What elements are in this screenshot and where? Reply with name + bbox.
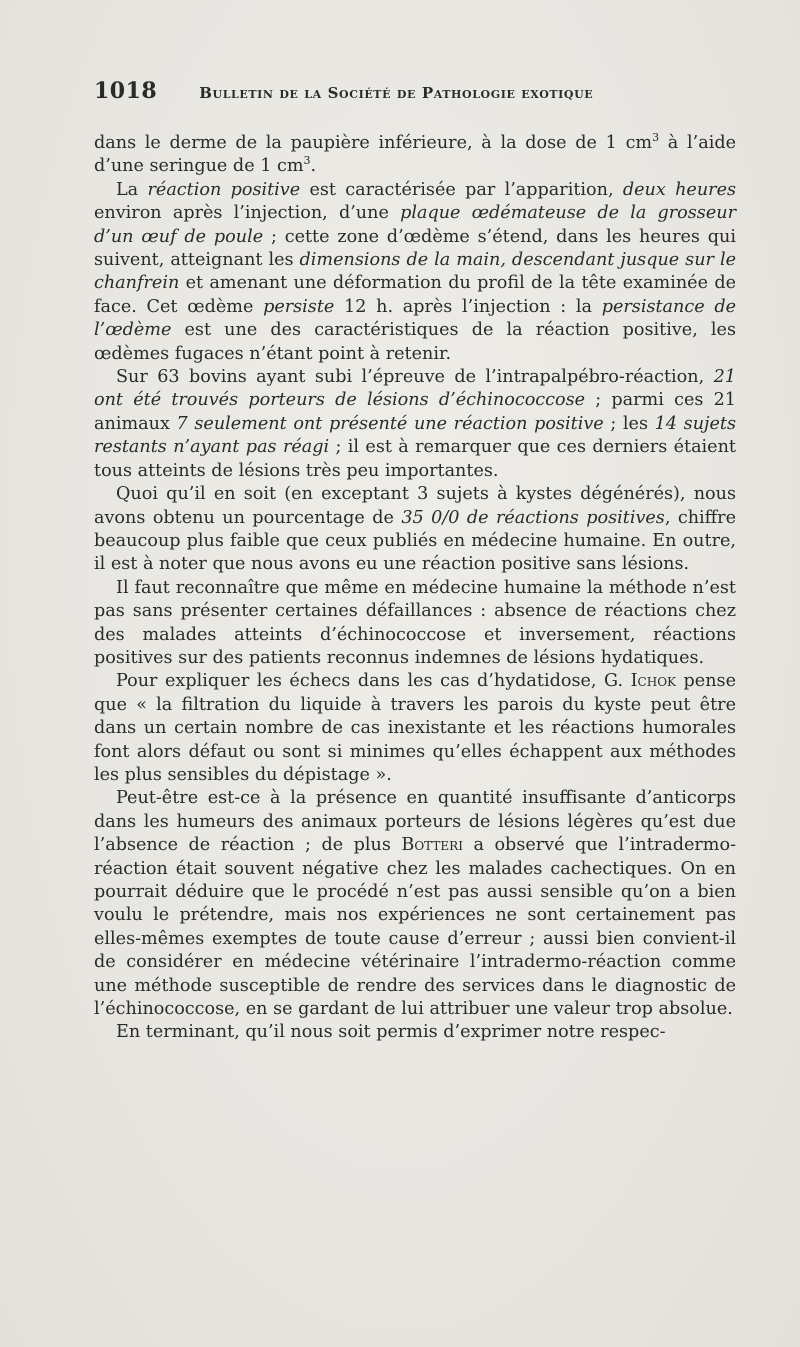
paragraph-2: La réaction positive est caractérisée par l’apparition, deux heures environ après l’injection, d’une plaque œdémateuse de la grosseur d’un œuf de poule ; cette zone d’œdème s’étend, dans les heures qui suivent, atteignant les dimensions de la main, descendant jusque sur le chanfrein et amenant une déformation du profil de la tête examinée de face. Cet œdème persiste 12 h. après l’injection : la persistance de l’œdème est une des caractéristiques de la réaction positive, les œdèmes fugaces n’étant point à retenir.: [94, 179, 737, 364]
running-head: Bulletin de la Société de Pathologie exotique: [199, 84, 594, 102]
page-number: 1018: [94, 78, 158, 104]
author-ichok: Ichok: [630, 671, 676, 692]
paragraph-8: En terminant, qu’il nous soit permis d’exprimer notre respec-: [116, 1022, 666, 1043]
paragraph-6: Pour expliquer les échecs dans les cas d’hydatidose, G. Ichok pense que « la filtration du liquide à travers les parois du kyste peut être dans un certain nombre de cas inexistante et les réactions humorales font alors défaut ou sont si minimes qu’elles échappent aux méthodes les plus sensibles du dépistage ».: [94, 671, 736, 785]
paragraph-5: Il faut reconnaître que même en médecine humaine la méthode n’est pas sans présenter certaines défaillances : absence de réactions chez des malades atteints d’échinococcose et inversement, réactions positives sur des patients reconnus indemnes de lésions hydatiques.: [94, 577, 736, 668]
author-botteri: Botteri: [401, 835, 463, 856]
paragraph-3: Sur 63 bovins ayant subi l’épreuve de l’intrapalpébro-réaction, 21 ont été trouvés porteurs de lésions d’échinococcose ; parmi ces 21 animaux 7 seulement ont présenté une réaction positive ; les 14 sujets restants n’ayant pas réagi ; il est à remarquer que ces derniers étaient tous atteints de lésions très peu importantes.: [94, 367, 737, 481]
paragraph-7: Peut-être est-ce à la présence en quantité insuffisante d’anticorps dans les humeurs des animaux porteurs de lésions légères qu’est due l’absence de réaction ; de plus Botteri a observé que l’intradermo-réaction était souvent négative chez les malades cachectiques. On en pourrait déduire que le procédé n’est pas aussi sensible qu’on a bien voulu le prétendre, mais nos expériences ne sont certainement pas elles-mêmes exemptes de toute cause d’erreur ; aussi bien convient-il de considérer en médecine vétérinaire l’intradermo-réaction comme une méthode susceptible de rendre des services dans le diagnostic de l’échinococcose, en se gardant de lui attribuer une valeur trop absolue.: [94, 788, 737, 1020]
paragraph-1: dans le derme de la paupière inférieure, à la dose de 1 $cm^3$ à l’aide d’une seringue de 1 $cm^3$.: [94, 131, 737, 177]
paragraph-4: Quoi qu’il en soit (en exceptant 3 sujets à kystes dégénérés), nous avons obtenu un pourcentage de 35 0/0 de réactions positives, chiffre beaucoup plus faible que ceux publiés en médecine humaine. En outre, il est à noter que nous avons eu une réaction positive sans lésions.: [94, 484, 736, 575]
body-text: [94, 132, 736, 1045]
page-header: [94, 78, 736, 118]
